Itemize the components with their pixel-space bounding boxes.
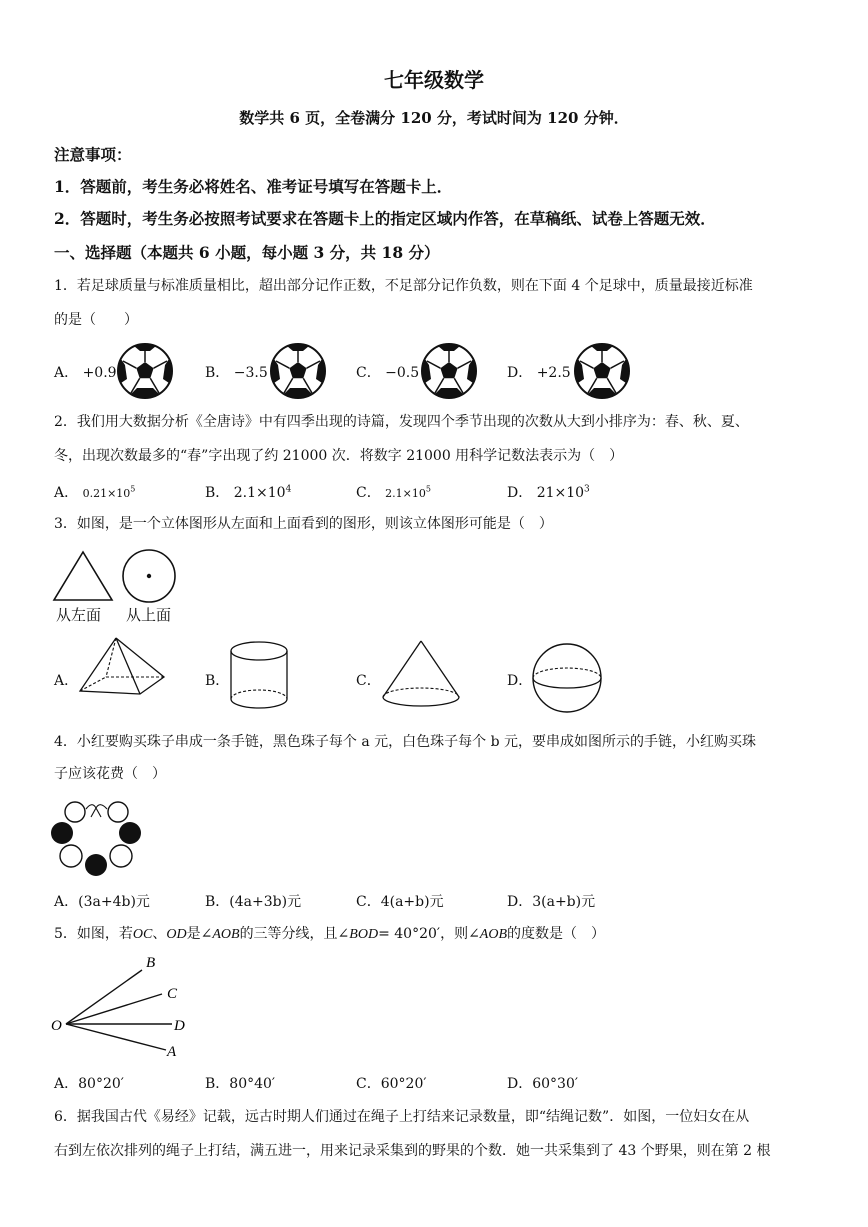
- page-title: 七年级数学: [384, 68, 484, 92]
- question-3-line: 3．如图，是一个立体图形从左面和上面看到的图形，则该立体图形可能是（ ）: [54, 516, 553, 532]
- question-5-line: [54, 918, 605, 951]
- soccer-ball-icon: [421, 343, 477, 399]
- question-1-line: 的是（ ）: [54, 312, 138, 328]
- q4-option-a[interactable]: [54, 891, 150, 911]
- soccer-ball-icon: [270, 343, 326, 399]
- option-label: A．: [54, 1076, 79, 1092]
- q3-option-d[interactable]: D．: [507, 673, 533, 689]
- point-label-d: D: [174, 1018, 185, 1034]
- exam-subtitle: 数学共 6 页，全卷满分 120 分，考试时间为 120 分钟．: [239, 109, 629, 127]
- option-label: A．: [54, 485, 79, 501]
- option-exponent: 3: [584, 484, 590, 495]
- question-2-line: 2．我们用大数据分析《全唐诗》中有四季出现的诗篇，发现四个季节出现的次数从大到小排序为：春、秋、夏、: [54, 414, 749, 430]
- q5-angle-aob: AOB: [212, 927, 240, 942]
- q2-option-d[interactable]: [507, 482, 590, 502]
- q1-option-d[interactable]: [507, 362, 571, 382]
- option-exponent: 5: [130, 484, 136, 494]
- q5-text: 是∠: [186, 926, 213, 942]
- notice-item: 2．答题时，考生务必按照考试要求在答题卡上的指定区域内作答，在草稿纸、试卷上答题无效．: [54, 209, 716, 228]
- option-label: C．: [356, 365, 381, 381]
- option-value: (3a+4b)元: [78, 894, 150, 910]
- q1-option-c[interactable]: [356, 362, 419, 382]
- option-value: 21×10: [536, 485, 585, 501]
- option-value: 3(a+b)元: [532, 894, 596, 910]
- question-6-line: 6．据我国古代《易经》记载，远古时期人们通过在绳子上打结来记录数量，即“结绳记数”．如图，一位妇女在从: [54, 1109, 750, 1125]
- option-value: 0.21×10: [82, 487, 131, 500]
- q4-option-d[interactable]: [507, 891, 595, 911]
- q5-angle-bod: BOD: [349, 927, 379, 942]
- option-value: 4(a+b)元: [380, 894, 444, 910]
- q3-option-a[interactable]: A．: [54, 673, 79, 689]
- option-value: (4a+3b)元: [229, 894, 302, 910]
- bracelet-icon: [50, 795, 144, 877]
- q5-option-b[interactable]: [205, 1073, 275, 1093]
- view-label-left: 从左面: [56, 606, 102, 624]
- q5-angle-aob: AOB: [479, 927, 508, 942]
- point-label-b: B: [146, 955, 156, 971]
- q5-text: = 40°20′，则∠: [378, 926, 480, 942]
- question-4-line: 4．小红要购买珠子串成一条手链，黑色珠子每个 a 元，白色珠子每个 b 元，要串成如图所示的手链，小红购买珠: [54, 734, 757, 750]
- option-label: D．: [507, 485, 533, 501]
- option-value: 60°20′: [380, 1076, 427, 1092]
- option-label: B．: [205, 1076, 230, 1092]
- q5-text: 、: [152, 926, 167, 942]
- q5-text: 5．如图，若: [54, 926, 133, 942]
- option-value: +2.5: [536, 365, 571, 381]
- option-label: B．: [205, 894, 230, 910]
- q5-option-c[interactable]: [356, 1073, 427, 1093]
- option-label: B．: [205, 485, 230, 501]
- section-heading: 一、选择题（本题共 6 小题，每小题 3 分，共 18 分）: [54, 243, 440, 262]
- option-value: +0.9: [82, 365, 117, 381]
- q4-option-b[interactable]: [205, 891, 301, 911]
- circle-view-icon: [121, 548, 177, 604]
- q5-ray-oc: OC: [132, 927, 153, 942]
- question-6-line: 右到左依次排列的绳子上打结，满五进一，用来记录采集到的野果的个数．她一共采集到了 43 个野果，则在第 2 根: [54, 1143, 771, 1159]
- question-4-line: 子应该花费（ ）: [54, 766, 166, 782]
- option-label: C．: [356, 894, 381, 910]
- q1-option-b[interactable]: [205, 362, 268, 382]
- notice-heading: 注意事项：: [54, 145, 132, 164]
- option-value: −3.5: [233, 365, 268, 381]
- q5-text: 的三等分线，且∠: [239, 926, 350, 942]
- notice-item: 1．答题前，考生务必将姓名、准考证号填写在答题卡上．: [54, 177, 453, 196]
- q1-option-a[interactable]: [54, 362, 117, 382]
- q2-option-b[interactable]: [205, 482, 291, 502]
- option-exponent: 4: [285, 484, 292, 495]
- q4-option-c[interactable]: [356, 891, 444, 911]
- option-value: 80°40′: [229, 1076, 276, 1092]
- q5-option-a[interactable]: [54, 1073, 124, 1093]
- option-value: 2.1×10: [385, 487, 426, 500]
- option-label: A．: [54, 365, 79, 381]
- question-1-line: 1．若足球质量与标准质量相比，超出部分记作正数，不足部分记作负数，则在下面 4 个足球中，质量最接近标准: [54, 278, 753, 294]
- angle-figure: [50, 952, 200, 1062]
- option-value: 2.1×10: [233, 485, 286, 501]
- triangle-view-icon: [52, 550, 114, 602]
- option-label: B．: [205, 365, 230, 381]
- option-label: D．: [507, 365, 533, 381]
- view-label-top: 从上面: [126, 606, 172, 624]
- question-2-line: 冬，出现次数最多的“春”字出现了约 21000 次．将数字 21000 用科学记数法表示为（ ）: [54, 448, 624, 464]
- option-exponent: 5: [425, 484, 431, 494]
- q2-option-c[interactable]: [356, 482, 431, 502]
- q5-text: 的度数是（ ）: [507, 926, 606, 942]
- q3-option-b[interactable]: B．: [205, 673, 230, 689]
- soccer-ball-icon: [574, 343, 630, 399]
- q5-option-d[interactable]: [507, 1073, 578, 1093]
- sphere-icon: [531, 642, 603, 714]
- point-label-a: A: [167, 1044, 177, 1060]
- option-label: C．: [356, 1076, 381, 1092]
- point-label-c: C: [167, 986, 178, 1002]
- q2-option-a[interactable]: [54, 482, 135, 502]
- point-label-o: O: [51, 1018, 62, 1034]
- option-value: −0.5: [385, 365, 420, 381]
- pyramid-icon: [78, 636, 168, 696]
- option-value: 80°20′: [78, 1076, 124, 1092]
- option-label: A．: [54, 894, 79, 910]
- option-label: D．: [507, 894, 533, 910]
- cylinder-icon: [228, 640, 290, 712]
- soccer-ball-icon: [117, 343, 173, 399]
- q5-ray-od: OD: [166, 927, 187, 942]
- option-label: D．: [507, 1076, 533, 1092]
- option-value: 60°30′: [532, 1076, 579, 1092]
- option-label: C．: [356, 485, 381, 501]
- cone-icon: [380, 638, 462, 710]
- q3-option-c[interactable]: C．: [356, 673, 381, 689]
